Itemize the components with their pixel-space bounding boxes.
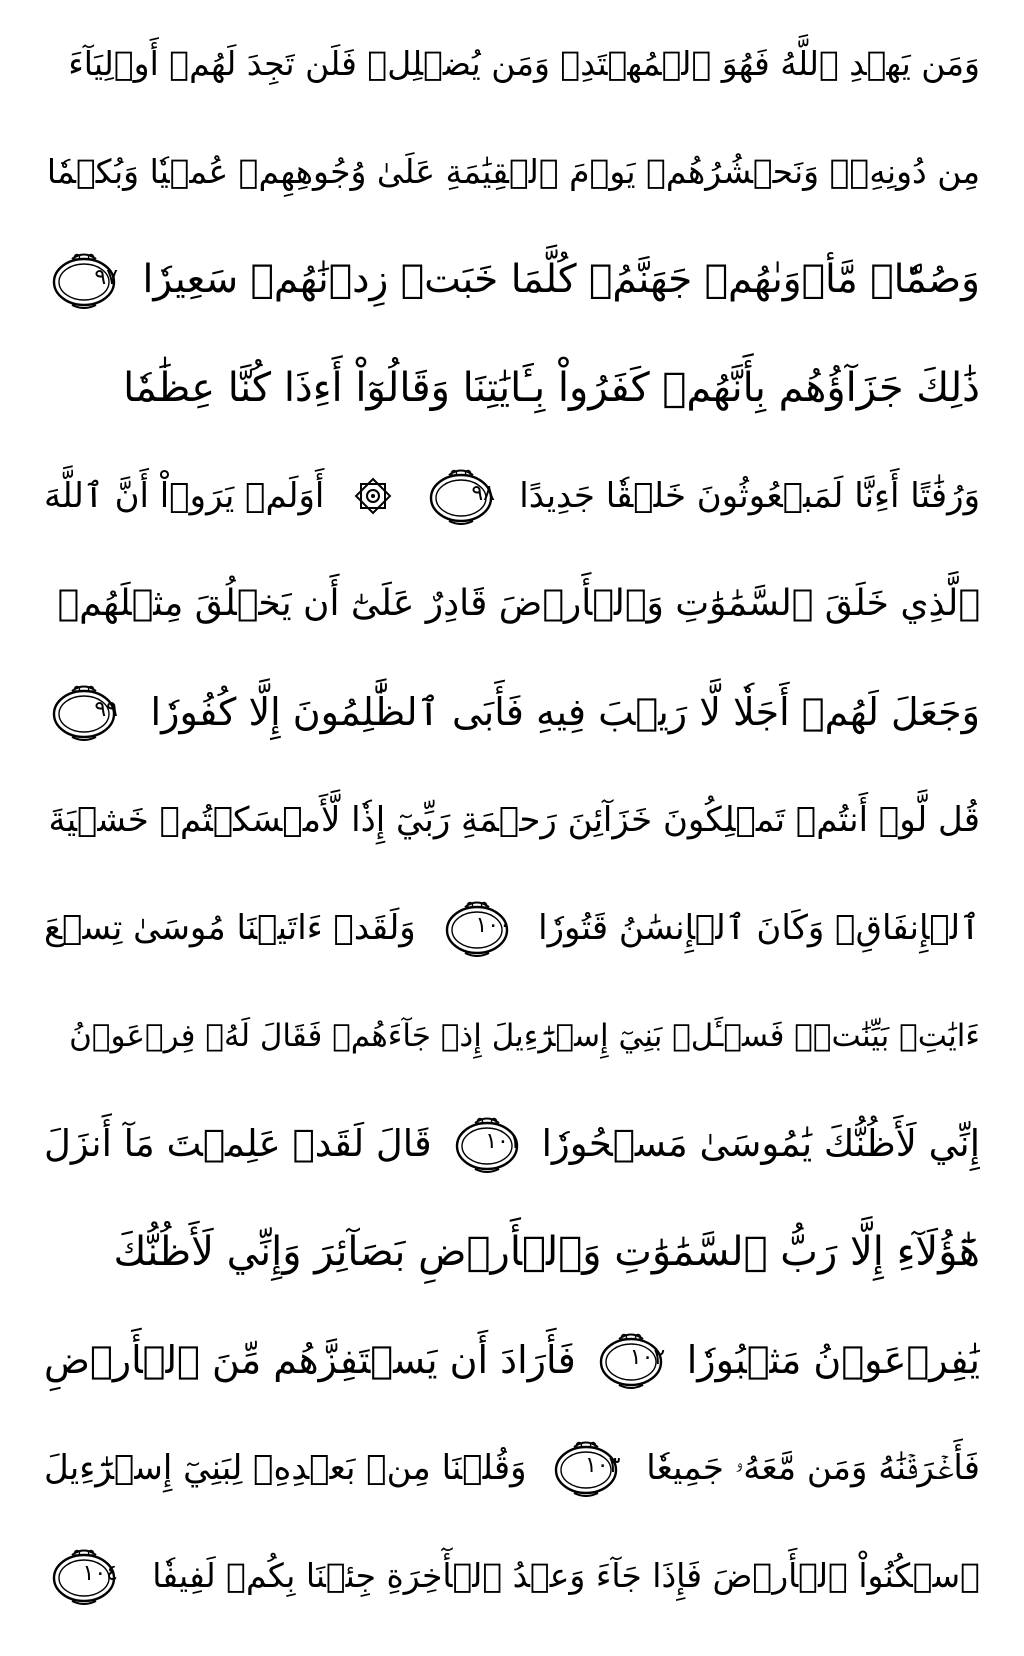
text-line-11 <box>44 1094 980 1190</box>
text-line-15 <box>44 1526 980 1622</box>
text-line-8 <box>44 770 980 866</box>
line-text-after: فَأَرَادَ أَن يَسۡتَفِزَّهُم مِّنَ ٱلۡأَرۡضِ <box>44 1338 576 1382</box>
line-text: هَٰٓؤُلَآءِ إِلَّا رَبُّ ٱلسَّمَٰوَٰتِ وَٱلۡأَرۡضِ بَصَآئِرَ وَإِنِّي لَأَظُنُّكَ <box>113 1229 980 1275</box>
text-line-6 <box>44 554 980 650</box>
text-line-2 <box>44 122 980 218</box>
text-line-9 <box>44 878 980 974</box>
text-line-5 <box>44 446 980 542</box>
ayah-number: ٩٩ <box>94 697 118 722</box>
rub-el-hizb-icon <box>353 476 393 516</box>
ayah-end-marker <box>552 1439 620 1497</box>
line-text: قُل لَّوۡ أَنتُمۡ تَمۡلِكُونَ خَزَآئِنَ رَحۡمَةِ رَبِّيٓ إِذٗا لَّأَمۡسَكۡتُمۡ خَشۡيَةَ <box>48 800 980 840</box>
line-text: ٱسۡكُنُواْ ٱلۡأَرۡضَ فَإِذَا جَآءَ وَعۡدُ ٱلۡأٓخِرَةِ جِئۡنَا بِكُمۡ لَفِيفٗا <box>152 1556 980 1595</box>
ayah-end-marker <box>597 1331 665 1389</box>
line-text-after: قَالَ لَقَدۡ عَلِمۡتَ مَآ أَنزَلَ <box>44 1122 432 1165</box>
ayah-end-marker <box>443 899 511 957</box>
ayah-number: ٩٧ <box>94 265 118 290</box>
line-text: وَجَعَلَ لَهُمۡ أَجَلٗا لَّا رَيۡبَ فِيهِ فَأَبَى ٱلظَّٰلِمُونَ إِلَّا كُفُورٗا <box>150 690 980 734</box>
line-text: وَرُفَٰتًا أَءِنَّا لَمَبۡعُوثُونَ خَلۡقٗا جَدِيدًا <box>519 476 980 516</box>
ayah-number: ٩٨ <box>471 481 495 506</box>
text-line-12 <box>44 1202 980 1298</box>
line-text: مِن دُونِهِۦۖ وَنَحۡشُرُهُمۡ يَوۡمَ ٱلۡقِيَٰمَةِ عَلَىٰ وُجُوهِهِمۡ عُمۡيٗا وَبُكۡمٗا <box>46 152 980 191</box>
mushaf-page <box>44 14 980 1642</box>
ayah-end-marker <box>50 683 118 741</box>
ayah-number: ١٠١ <box>485 1129 521 1154</box>
line-text-after: أَوَلَمۡ يَرَوۡاْ أَنَّ ٱللَّهَ <box>44 476 325 516</box>
line-text: ءَايَٰتِۭ بَيِّنَٰتٖۖ فَسۡـَٔلۡ بَنِيٓ إِسۡرَٰٓءِيلَ إِذۡ جَآءَهُمۡ فَقَالَ لَهُۥ فِرۡعَوۡنُ <box>69 1018 980 1054</box>
ayah-end-marker <box>427 467 495 525</box>
ayah-end-marker <box>50 1547 118 1605</box>
line-text: إِنِّي لَأَظُنُّكَ يَٰمُوسَىٰ مَسۡحُورٗا <box>541 1122 980 1165</box>
ayah-number: ١٠٣ <box>584 1453 621 1478</box>
line-text: ذَٰلِكَ جَزَآؤُهُم بِأَنَّهُمۡ كَفَرُواْ بِـَٔايَٰتِنَا وَقَالُوٓاْ أَءِذَا كُنَّا عِظَٰمٗا <box>123 365 980 411</box>
line-text: فَأَغۡرَقۡنَٰهُ وَمَن مَّعَهُۥ جَمِيعٗا <box>646 1448 980 1488</box>
text-line-3 <box>44 230 980 326</box>
line-text-after: وَقُلۡنَا مِنۢ بَعۡدِهِۦ لِبَنِيٓ إِسۡرَٰٓءِيلَ <box>44 1448 527 1488</box>
ayah-number: ١٠٠ <box>475 913 511 938</box>
text-line-10 <box>44 986 980 1082</box>
ayah-end-marker <box>453 1115 521 1173</box>
text-line-14 <box>44 1418 980 1514</box>
text-line-1 <box>44 14 980 110</box>
line-text: ٱلۡإِنفَاقِۚ وَكَانَ ٱلۡإِنسَٰنُ قَتُورٗا <box>538 908 980 948</box>
text-line-7 <box>44 662 980 758</box>
ayah-number: ١٠٢ <box>629 1345 666 1370</box>
line-text: يَٰفِرۡعَوۡنُ مَثۡبُورٗا <box>686 1338 980 1382</box>
text-line-4 <box>44 338 980 434</box>
ayah-end-marker <box>50 251 118 309</box>
line-text: وَصُمّٗاۖ مَّأۡوَىٰهُمۡ جَهَنَّمُۖ كُلَّمَا خَبَتۡ زِدۡنَٰهُمۡ سَعِيرٗا <box>142 257 980 302</box>
line-text: وَمَن يَهۡدِ ٱللَّهُ فَهُوَ ٱلۡمُهۡتَدِۖ وَمَن يُضۡلِلۡ فَلَن تَجِدَ لَهُمۡ أَوۡلِيَآءَ <box>68 44 980 83</box>
text-line-13 <box>44 1310 980 1406</box>
ayah-number: ١٠٤ <box>82 1561 118 1586</box>
line-text: ٱلَّذِي خَلَقَ ٱلسَّمَٰوَٰتِ وَٱلۡأَرۡضَ قَادِرٌ عَلَىٰٓ أَن يَخۡلُقَ مِثۡلَهُمۡ <box>57 583 980 624</box>
line-text-after: وَلَقَدۡ ءَاتَيۡنَا مُوسَىٰ تِسۡعَ <box>44 908 416 948</box>
